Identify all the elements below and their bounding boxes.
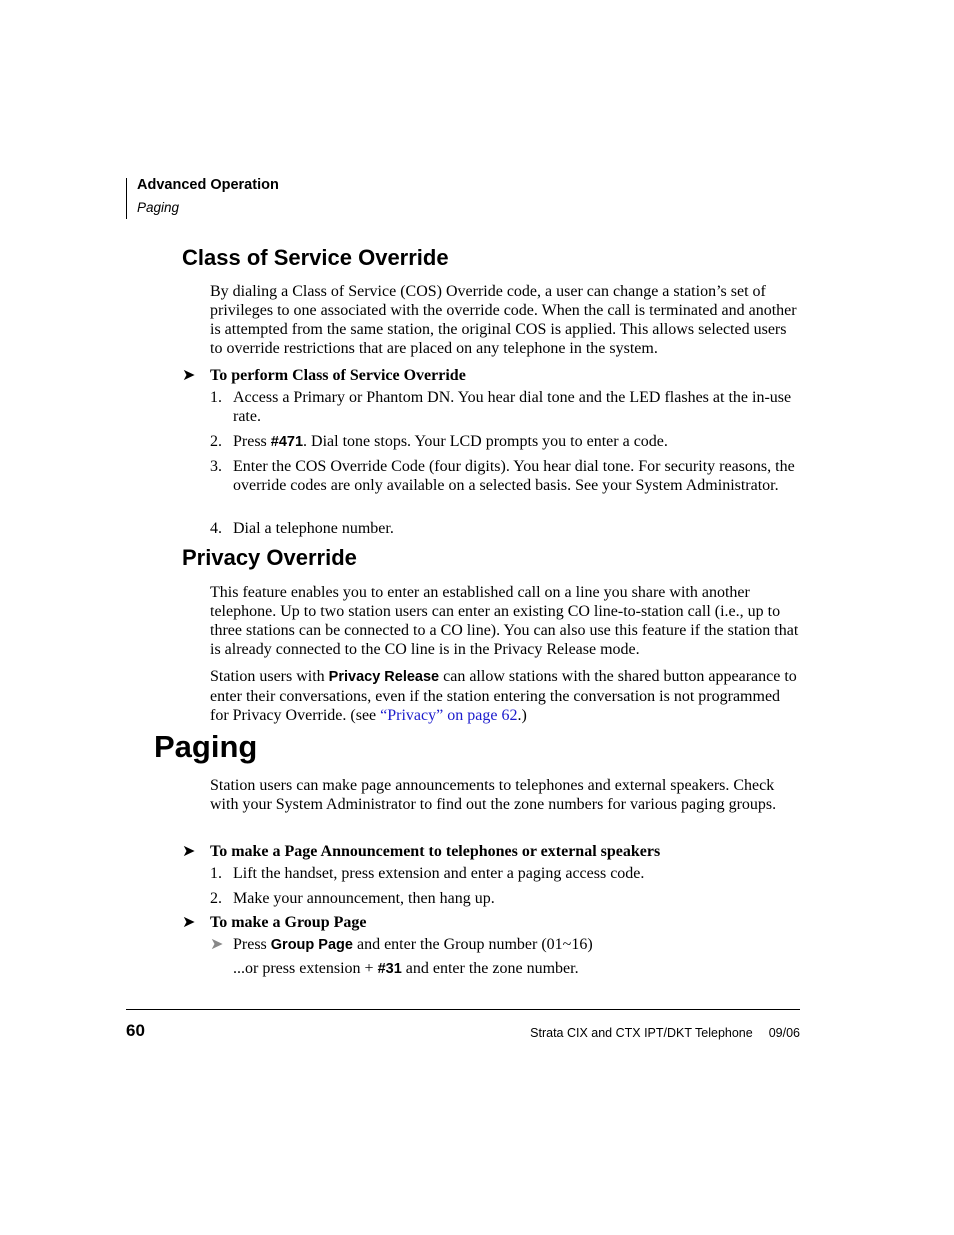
step-text: Access a Primary or Phantom DN. You hear dial tone and the LED flashes at the in-use rate. (233, 389, 792, 425)
cos-step-1 (210, 388, 800, 426)
step-number: 2. (210, 890, 222, 907)
cos-step-2 (210, 432, 800, 452)
privacy-release-key: Privacy Release (328, 669, 440, 685)
paging-intro: Station users can make page announcements to telephones and external speakers. Check with your System Administrator to find out the zone numbers for various paging groups. (210, 777, 777, 813)
privacy-p2-post: .) (517, 707, 527, 724)
paging-step-2 (210, 889, 800, 908)
privacy-p2-pre: Station users with (210, 668, 329, 685)
privacy-page-link[interactable]: “Privacy” on page 62 (380, 707, 518, 724)
step-number: 1. (210, 865, 222, 882)
header-rule (126, 178, 127, 219)
cos-heading: Class of Service Override (182, 245, 449, 270)
step-text (233, 432, 800, 452)
group-page-alternative (210, 959, 800, 979)
cos-procedure-label: To perform Class of Service Override (210, 367, 466, 384)
step-number: 1. (210, 389, 222, 406)
feature-code-31: #31 (377, 961, 402, 977)
cos-step-4 (210, 519, 800, 538)
procedure-arrow-icon: ➤ (182, 843, 196, 860)
paging-step-1 (210, 864, 800, 883)
footer-date: 09/06 (768, 1026, 800, 1040)
alt-pre: ...or press extension + (233, 960, 378, 977)
paging-procedure-2-heading (182, 913, 366, 932)
group-page-pre: Press (233, 936, 271, 953)
step-text (233, 959, 800, 979)
cos-procedure-heading (182, 366, 466, 385)
step-text: Make your announcement, then hang up. (233, 890, 495, 907)
paging-procedure-1-heading (182, 842, 660, 861)
paging-heading: Paging (154, 729, 258, 764)
footer-rule (126, 1009, 800, 1010)
step-text-post: . Dial tone stops. Your LCD prompts you to enter a code. (303, 433, 668, 450)
privacy-paragraph-2 (210, 667, 800, 725)
step-text-pre: Press (233, 433, 271, 450)
group-page-post: and enter the Group number (01~16) (352, 936, 593, 953)
step-arrow-icon: ➤ (210, 936, 224, 953)
step-text (233, 935, 800, 955)
group-page-step (210, 935, 800, 955)
step-text: Dial a telephone number. (233, 520, 394, 537)
header-subsection-title: Paging (137, 200, 180, 215)
step-number: 3. (210, 458, 222, 475)
feature-code-471: #471 (270, 434, 304, 450)
privacy-p2-mid: can allow stations with the shared button appearance to enter their conversations, even if the station entering the conversation is not programmed for Privacy Override. (see (210, 668, 797, 724)
page-number: 60 (126, 1021, 145, 1040)
step-number: 4. (210, 520, 222, 537)
header-section-title: Advanced Operation (137, 177, 279, 193)
paging-procedure-2-label: To make a Group Page (210, 914, 367, 931)
privacy-paragraph-1: This feature enables you to enter an established call on a line you share with another telephone. Up to two station users can enter an existing CO line-to-station call (i.e., up to three stations can be connected to a CO line). You can also use this feature if the station that is already connected to the CO line is in the Privacy Release mode. (210, 584, 799, 658)
paging-procedure-1-label: To make a Page Announcement to telephones or external speakers (210, 843, 661, 860)
group-page-key: Group Page (270, 937, 353, 953)
privacy-heading: Privacy Override (182, 545, 357, 570)
step-text: Lift the handset, press extension and enter a paging access code. (233, 865, 645, 882)
alt-post: and enter the zone number. (401, 960, 579, 977)
procedure-arrow-icon: ➤ (182, 367, 196, 384)
footer-doc-title: Strata CIX and CTX IPT/DKT Telephone (530, 1026, 753, 1040)
cos-intro: By dialing a Class of Service (COS) Override code, a user can change a station’s set of privileges to one associated with the override code. When the call is terminated and another is attempted from the same station, the original COS is applied. This allows selected users to override restrictions that are placed on any telephone in the system. (210, 283, 797, 357)
footer-doc-info (530, 1026, 800, 1040)
cos-step-3 (210, 457, 800, 495)
step-number: 2. (210, 433, 222, 450)
procedure-arrow-icon: ➤ (182, 914, 196, 931)
step-text: Enter the COS Override Code (four digits). You hear dial tone. For security reasons, the override codes are only available on a selected basis. See your System Administrator. (233, 458, 795, 494)
